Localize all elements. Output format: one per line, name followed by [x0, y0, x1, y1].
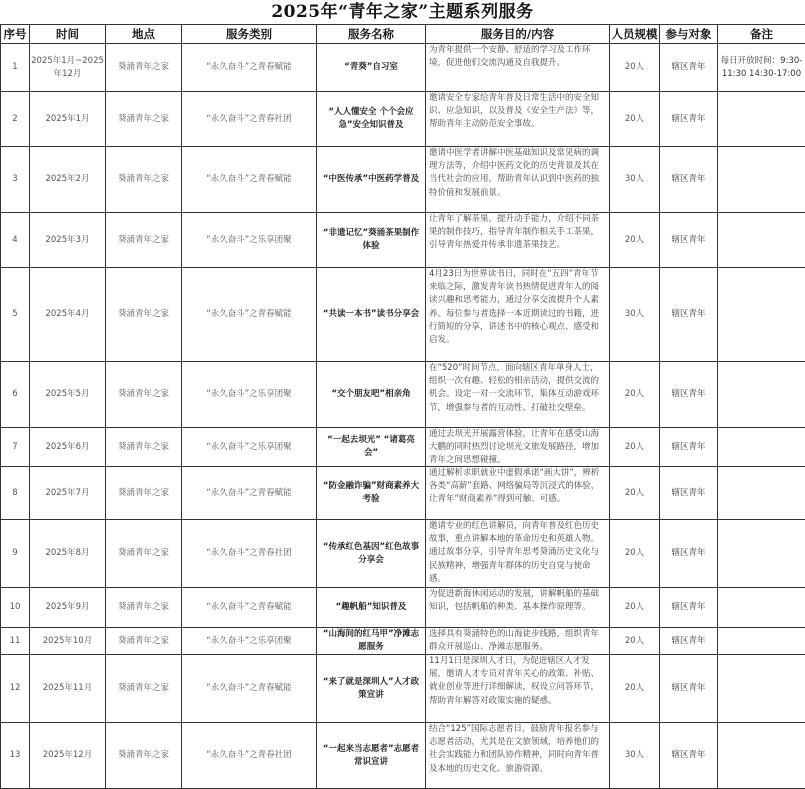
- cell-time: 2025年10月: [30, 628, 106, 655]
- table-row: [1, 628, 805, 655]
- cell-no: 7: [1, 428, 30, 467]
- cell-place: 葵涌青年之家: [106, 213, 182, 268]
- page-title: 2025年“青年之家”主题系列服务: [0, 0, 805, 24]
- cell-note: [718, 588, 805, 628]
- cell-target: 辖区青年: [660, 588, 718, 628]
- cell-category: “永久奋斗”之青春赋能: [182, 655, 317, 723]
- cell-name: “一起来当志愿者”志愿者常识宣讲: [317, 723, 426, 789]
- cell-name: “山海间的红马甲”净滩志愿服务: [317, 628, 426, 655]
- cell-content: [426, 268, 610, 362]
- cell-no: 12: [1, 655, 30, 723]
- cell-content-text: 为促进新海休闲运动的发展，讲解帆船的基础知识，包括帆船的种类、基本操作原理等。: [429, 588, 606, 614]
- cell-content: [426, 520, 610, 588]
- cell-note: [718, 213, 805, 268]
- cell-content: [426, 588, 610, 628]
- table-row: [1, 268, 805, 362]
- cell-name: “中医传承”中医药学普及: [317, 147, 426, 213]
- cell-content-text: 11月1日是深圳人才日，为促进辖区人才发展，邀请人才专员对青年关心的政策、补贴、就业创业等进行详细解读，权设立问答环节，帮助青年解答对政策实施的疑惑。: [429, 655, 606, 708]
- cell-name: “防金融诈骗”财商素养大考验: [317, 467, 426, 520]
- cell-category: “永久奋斗”之乐享团聚: [182, 428, 317, 467]
- cell-place: 葵涌青年之家: [106, 723, 182, 789]
- cell-size: 20人: [610, 92, 660, 147]
- cell-no: 1: [1, 44, 30, 92]
- cell-content: [426, 655, 610, 723]
- cell-target: 辖区青年: [660, 520, 718, 588]
- header-name: 服务名称: [317, 25, 426, 44]
- cell-time: 2025年1月~2025年12月: [30, 44, 106, 92]
- cell-content: [426, 428, 610, 467]
- header-no: 序号: [1, 25, 30, 44]
- header-note: 备注: [718, 25, 805, 44]
- cell-content-text: 选择具有葵涌特色的山海徒步线路，组织青年群众开展巡山、净滩志愿服务。: [429, 628, 606, 652]
- cell-time: 2025年6月: [30, 428, 106, 467]
- cell-note: [718, 362, 805, 428]
- cell-size: 30人: [610, 147, 660, 213]
- cell-time: 2025年3月: [30, 213, 106, 268]
- cell-place: 葵涌青年之家: [106, 428, 182, 467]
- cell-name: “传承红色基因”红色故事分享会: [317, 520, 426, 588]
- cell-place: 葵涌青年之家: [106, 362, 182, 428]
- cell-content-text: 通过解析求职就业中虚假承诺“画大饼”，辨析各类“高薪”套路、网络骗局等沉浸式的体验，让青年“财商素养”得到可触、可感。: [429, 467, 606, 507]
- cell-name: “一起去坝光” “诸葛亮会”: [317, 428, 426, 467]
- cell-place: 葵涌青年之家: [106, 588, 182, 628]
- cell-target: 辖区青年: [660, 428, 718, 467]
- cell-no: 6: [1, 362, 30, 428]
- cell-note: [718, 628, 805, 655]
- cell-content: [426, 628, 610, 655]
- cell-content: [426, 92, 610, 147]
- cell-place: 葵涌青年之家: [106, 628, 182, 655]
- cell-category: “永久奋斗”之乐享团聚: [182, 362, 317, 428]
- cell-size: 20人: [610, 588, 660, 628]
- cell-content-text: 为青年提供一个安静、舒适的学习及工作环境，促进他们交流沟通及自我提升。: [429, 44, 606, 70]
- cell-note: [718, 520, 805, 588]
- cell-time: 2025年9月: [30, 588, 106, 628]
- cell-content-text: 结合“125”国际志愿者日，鼓励青年报名参与志愿者活动，尤其是在文旅领域，培养他们的社会实践能力和团队协作精神，同时向青年普及本地的历史文化、旅游资源。: [429, 723, 606, 776]
- cell-content-text: 邀请专业的红色讲解员，向青年普及红色历史故事，重点讲解本地的革命历史和英雄人物。通过故事分享，引导青年思考葵涌历史文化与民族精神，增强青年群体的历史自觉与使命感。: [429, 520, 606, 586]
- cell-content-text: 邀请安全专家给青年普及日常生活中的安全知识、应急知识，以及普及《安全生产法》等，帮助青年主动防范安全事故。: [429, 92, 606, 132]
- cell-category: “永久奋斗”之青春赋能: [182, 588, 317, 628]
- cell-content-text: 让青年了解茶果，提升动手能力，介绍不同茶果的制作技巧，指导青年制作相关手工茶果，引导青年热爱并传承非遗茶果技艺。: [429, 213, 606, 253]
- cell-size: 20人: [610, 655, 660, 723]
- cell-note: [718, 147, 805, 213]
- cell-target: 辖区青年: [660, 213, 718, 268]
- cell-content-text: 4月23日为世界读书日，同时在“五四”青年节来临之际，激发青年读书热情促进青年人的阅读兴趣和思考能力，通过分享交流提升个人素养。每位参与者选择一本近期读过的书籍，进行简短的分享，讲述书中的核心观点、感受和启发。: [429, 268, 606, 347]
- table-row: [1, 44, 805, 92]
- cell-category: “永久奋斗”之乐享团聚: [182, 628, 317, 655]
- table-row: [1, 655, 805, 723]
- cell-time: 2025年2月: [30, 147, 106, 213]
- cell-category: “永久奋斗”之乐享团聚: [182, 213, 317, 268]
- cell-note: [718, 92, 805, 147]
- service-table: [0, 24, 805, 789]
- cell-target: 辖区青年: [660, 723, 718, 789]
- cell-name: “趣帆船”知识普及: [317, 588, 426, 628]
- cell-target: 辖区青年: [660, 655, 718, 723]
- cell-time: 2025年4月: [30, 268, 106, 362]
- table-row: [1, 588, 805, 628]
- cell-size: 20人: [610, 44, 660, 92]
- cell-time: 2025年7月: [30, 467, 106, 520]
- table-row: [1, 92, 805, 147]
- cell-name: “青葵”自习室: [317, 44, 426, 92]
- cell-size: 20人: [610, 213, 660, 268]
- header-category: 服务类别: [182, 25, 317, 44]
- cell-note: [718, 723, 805, 789]
- cell-note: [718, 467, 805, 520]
- cell-place: 葵涌青年之家: [106, 147, 182, 213]
- cell-name: “来了就是深圳人”人才政策宣讲: [317, 655, 426, 723]
- table-row: [1, 213, 805, 268]
- cell-no: 5: [1, 268, 30, 362]
- cell-target: 辖区青年: [660, 92, 718, 147]
- header-row: [1, 25, 805, 44]
- cell-category: “永久奋斗”之青春赋能: [182, 44, 317, 92]
- cell-no: 10: [1, 588, 30, 628]
- cell-place: 葵涌青年之家: [106, 44, 182, 92]
- cell-time: 2025年12月: [30, 723, 106, 789]
- cell-category: “永久奋斗”之青春社团: [182, 92, 317, 147]
- cell-place: 葵涌青年之家: [106, 655, 182, 723]
- table-row: [1, 147, 805, 213]
- cell-no: 8: [1, 467, 30, 520]
- cell-content-text: 在“520”时间节点，面向辖区青年单身人士，组织一次有趣、轻松的相亲活动，提供交流的机会。设定一对一交流环节，集体互动游戏环节，增强参与者的互动性、打破社交壁垒。: [429, 362, 606, 415]
- cell-size: 20人: [610, 428, 660, 467]
- cell-time: 2025年5月: [30, 362, 106, 428]
- cell-content: [426, 362, 610, 428]
- cell-content: [426, 723, 610, 789]
- cell-time: 2025年11月: [30, 655, 106, 723]
- cell-target: 辖区青年: [660, 362, 718, 428]
- cell-time: 2025年8月: [30, 520, 106, 588]
- cell-name: “交个朋友吧”相亲角: [317, 362, 426, 428]
- cell-no: 4: [1, 213, 30, 268]
- cell-note: 每日开放时间：9:30-11:30 14:30-17:00: [718, 44, 805, 92]
- table-row: [1, 428, 805, 467]
- cell-no: 9: [1, 520, 30, 588]
- table-row: [1, 723, 805, 789]
- cell-no: 3: [1, 147, 30, 213]
- cell-no: 2: [1, 92, 30, 147]
- header-content: 服务目的/内容: [426, 25, 610, 44]
- cell-name: “非遗记忆”葵涌茶果制作体验: [317, 213, 426, 268]
- cell-name: “人人懂安全 个个会应急”安全知识普及: [317, 92, 426, 147]
- cell-place: 葵涌青年之家: [106, 467, 182, 520]
- cell-content: [426, 44, 610, 92]
- table-row: [1, 520, 805, 588]
- cell-size: 30人: [610, 268, 660, 362]
- cell-note: [718, 428, 805, 467]
- cell-place: 葵涌青年之家: [106, 268, 182, 362]
- cell-content: [426, 213, 610, 268]
- table-row: [1, 467, 805, 520]
- cell-size: 20人: [610, 362, 660, 428]
- cell-time: 2025年1月: [30, 92, 106, 147]
- cell-note: [718, 655, 805, 723]
- cell-category: “永久奋斗”之青春赋能: [182, 147, 317, 213]
- cell-target: 辖区青年: [660, 147, 718, 213]
- cell-size: 20人: [610, 520, 660, 588]
- cell-category: “永久奋斗”之青春社团: [182, 520, 317, 588]
- cell-place: 葵涌青年之家: [106, 92, 182, 147]
- cell-no: 13: [1, 723, 30, 789]
- header-time: 时间: [30, 25, 106, 44]
- header-place: 地点: [106, 25, 182, 44]
- cell-size: 20人: [610, 467, 660, 520]
- cell-note: [718, 268, 805, 362]
- cell-content: [426, 467, 610, 520]
- table-row: [1, 362, 805, 428]
- cell-name: “共读一本书”读书分享会: [317, 268, 426, 362]
- cell-category: “永久奋斗”之青春社团: [182, 723, 317, 789]
- cell-size: 20人: [610, 628, 660, 655]
- cell-target: 辖区青年: [660, 467, 718, 520]
- cell-category: “永久奋斗”之青春赋能: [182, 268, 317, 362]
- cell-target: 辖区青年: [660, 44, 718, 92]
- header-target: 参与对象: [660, 25, 718, 44]
- cell-place: 葵涌青年之家: [106, 520, 182, 588]
- cell-target: 辖区青年: [660, 628, 718, 655]
- header-size: 人员规模: [610, 25, 660, 44]
- cell-target: 辖区青年: [660, 268, 718, 362]
- cell-content: [426, 147, 610, 213]
- cell-no: 11: [1, 628, 30, 655]
- cell-content-text: 邀请中医学者讲解中医基础知识及常见病的调理方法等，介绍中医药文化的历史背景及其在当代社会的应用，帮助青年认识到中医药的独特价值和发展前景。: [429, 147, 606, 200]
- cell-content-text: 通过去坝光开展露营体验，让青年在感受山海大鹏的同时热烈讨论坝光文旅发展路径，增加青年之间思想碰撞。: [429, 428, 606, 465]
- cell-category: “永久奋斗”之青春赋能: [182, 467, 317, 520]
- cell-size: 30人: [610, 723, 660, 789]
